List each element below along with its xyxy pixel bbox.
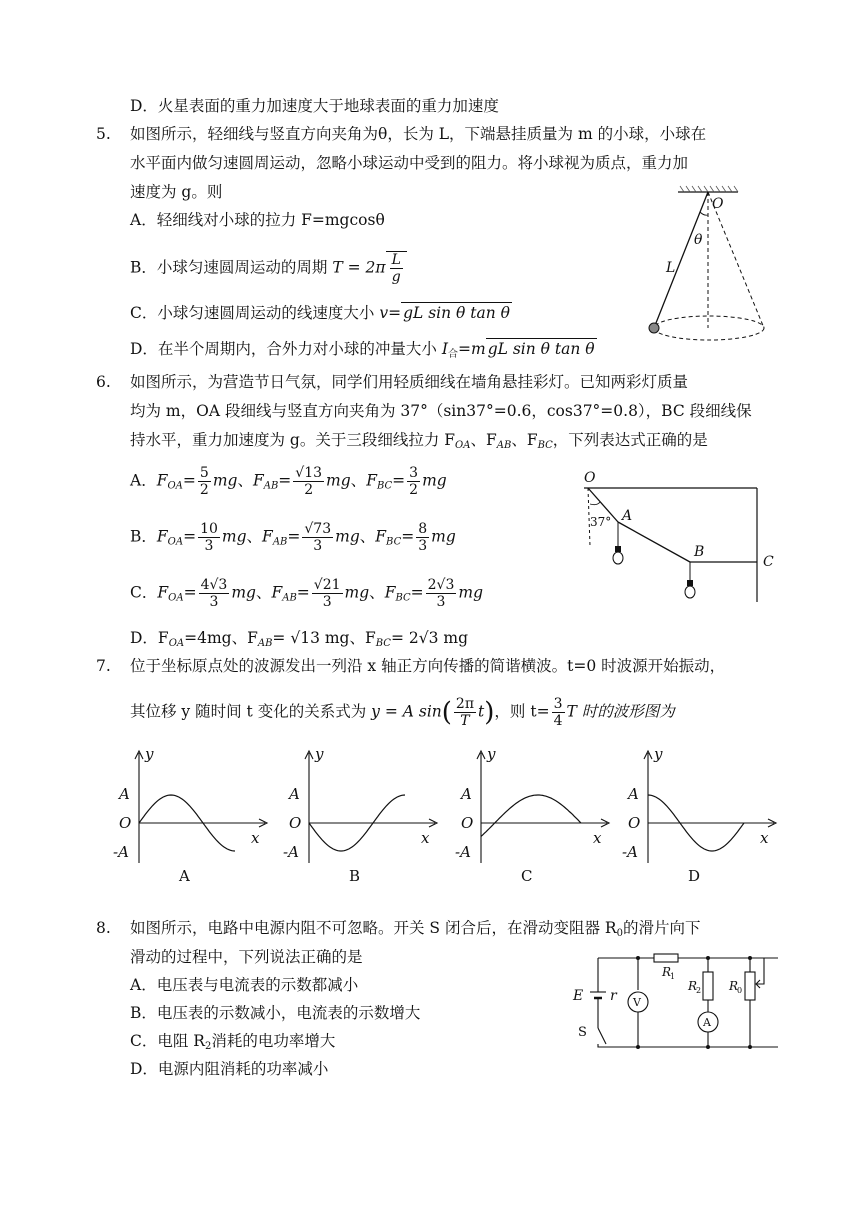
q6-f: F: [271, 583, 283, 602]
q7-number: 7.: [96, 657, 111, 675]
q8-fig-e: E: [573, 988, 584, 1004]
q6-frac-num: 10: [200, 521, 218, 537]
q5-option-d-sqrt: gL sin θ tan θ: [487, 340, 595, 358]
q8-stem1-end: 的滑片向下: [622, 919, 701, 937]
q6-frac-den: 3: [313, 538, 323, 554]
q7-stem2b: ，则 t=: [494, 702, 550, 721]
q6-sub-ab: AB: [282, 592, 297, 604]
neg-amplitude-label: -A: [455, 843, 471, 861]
q7-frac-den: T: [460, 713, 470, 729]
q6-frac-num: 8: [418, 521, 428, 537]
q6-f: F: [366, 471, 377, 490]
q5-option-d-math: I: [441, 340, 448, 358]
y-axis-label: y: [145, 745, 154, 763]
q6-optd-s1: OA: [168, 638, 185, 649]
q6-sep: 、: [350, 471, 367, 490]
origin-label: O: [289, 814, 302, 832]
q6-stem-line1: 如图所示，为营造节日气氛，同学们用轻质细线在墙角悬挂彩灯。已知两彩灯质量: [130, 373, 689, 391]
q6-fig-angle: 37°: [590, 515, 612, 529]
q6-option-label: B．: [130, 527, 157, 546]
y-axis-label: y: [654, 745, 663, 763]
q5-option-b-num: L: [391, 252, 401, 268]
q7-graph-d: [622, 745, 782, 885]
q6-sub-bc: BC: [386, 536, 402, 548]
q5-option-c-sqrt: gL sin θ tan θ: [403, 304, 510, 322]
q6-number: 6.: [96, 373, 111, 391]
q7-graph-b: [283, 745, 443, 885]
q8-stem-line2: 滑动的过程中，下列说法正确的是: [130, 948, 363, 966]
q6-option-label: C．: [130, 583, 158, 602]
q6-mg: mg: [431, 527, 456, 546]
q6-stem3-m2: 、F: [511, 431, 538, 449]
q6-option-d: [130, 628, 468, 654]
q6-f: F: [252, 471, 264, 490]
q6-mg: mg: [422, 471, 447, 490]
q6-stem3-sub3: BC: [537, 440, 553, 451]
q6-option-a: A．$F_{OA}=$ $\frac{5}{2}$ mg、$F_{AB}=$ $\frac{√13}{2}$ mg、$F_{BC}=$ $\frac{3}{2}$ mg: [130, 465, 447, 498]
q6-option-label: A．: [130, 471, 157, 490]
q8-option-d: D．电源内阻消耗的功率减小: [130, 1060, 329, 1078]
q6-frac-den: 2: [199, 482, 209, 498]
q6-fig-o: O: [584, 470, 596, 486]
q8-fig-r1-sub: 1: [670, 972, 676, 981]
q8-fig-r1: R: [662, 965, 672, 979]
q6-f: F: [262, 527, 273, 546]
graph-option-label: B: [349, 867, 361, 885]
q5-stem-line3: 速度为 g。则: [130, 183, 223, 201]
q6-sub-oa: OA: [167, 536, 184, 548]
q6-mg: mg: [326, 471, 351, 490]
origin-label: O: [119, 814, 132, 832]
origin-label: O: [461, 814, 474, 832]
neg-amplitude-label: -A: [622, 843, 638, 861]
q7-stem-line1: 位于坐标原点处的波源发出一列沿 x 轴正方向传播的简谐横波。t=0 时波源开始振动，: [130, 657, 726, 675]
q7-graph-a: [113, 745, 273, 885]
q6-mg: mg: [231, 583, 256, 602]
q5-fig-o: O: [712, 196, 724, 212]
q6-optd-a: D．F: [130, 629, 169, 647]
neg-amplitude-label: -A: [283, 843, 299, 861]
q5-stem-line2: 水平面内做匀速圆周运动，忽略小球运动中受到的阻力。将小球视为质点，重力加: [130, 154, 689, 172]
q6-f: F: [375, 527, 387, 546]
q8-fig-r: r: [610, 988, 617, 1004]
q6-stem-line2: 均为 m，OA 段细线与竖直方向夹角为 37°（sin37°=0.6，cos37°=0.8），BC 段细线保: [130, 402, 752, 420]
q6-frac-den: 3: [436, 594, 446, 610]
q6-stem3-a: 持水平，重力加速度为 g。关于三段细线拉力 F: [130, 431, 456, 449]
q6-frac-num: √21: [313, 577, 341, 593]
q6-stem3-sub1: OA: [455, 440, 471, 451]
amplitude-label: A: [461, 785, 472, 803]
y-axis-label: y: [487, 745, 496, 763]
q6-sub-ab: AB: [272, 536, 288, 548]
q5-option-b-text: B．小球匀速圆周运动的周期: [130, 258, 328, 277]
amplitude-label: A: [119, 785, 130, 803]
q8-fig-r2: R: [688, 979, 698, 993]
q6-mg: mg: [344, 583, 370, 602]
amplitude-label: A: [289, 785, 300, 803]
q6-mg: mg: [335, 527, 360, 546]
q6-optd-v3: = 2√3 mg: [390, 629, 468, 647]
x-axis-label: x: [251, 829, 260, 847]
q6-stem3-m1: 、F: [470, 431, 497, 449]
graph-option-label: C: [521, 867, 533, 885]
q6-frac-den: 3: [322, 594, 332, 610]
q5-option-d-sub: 合: [448, 349, 458, 360]
q6-frac-num: 2√3: [427, 577, 455, 593]
q8-optc-a: C．电阻 R: [130, 1032, 205, 1050]
q8-option-b: B．电压表的示数减小，电流表的示数增大: [130, 1004, 421, 1022]
q5-number: 5.: [96, 125, 111, 143]
q8-number: 8.: [96, 919, 111, 937]
q6-sub-bc: BC: [395, 592, 411, 604]
q6-sep: 、: [237, 471, 253, 490]
q6-optd-s3: BC: [375, 638, 391, 649]
q8-fig-s: S: [578, 1025, 587, 1040]
q8-stem1: 如图所示，电路中电源内阻不可忽略。开关 S 闭合后，在滑动变阻器 R: [130, 919, 617, 937]
q5-option-a: A．轻细线对小球的拉力 F=mgcosθ: [130, 211, 385, 229]
q7-stem2c: T 时的波形图为: [566, 702, 675, 721]
q6-optd-v1: =4mg、F: [184, 629, 258, 647]
q5-option-d-text: D．在半个周期内，合外力对小球的冲量大小: [130, 340, 437, 358]
q6-option-c: C．$F_{OA}=$ $\frac{4√3}{3}$ mg、$F_{AB}=$ $\frac{√21}{3}$ mg、$F_{BC}=$ $\frac{2√3}{3}$ mg: [130, 577, 484, 610]
q4-option-d: D．火星表面的重力加速度大于地球表面的重力加速度: [130, 97, 499, 115]
q7-frac-num: 2π: [455, 696, 475, 712]
q6-f: F: [156, 471, 168, 490]
q6-mg: mg: [221, 527, 247, 546]
q6-stem3-end: ，下列表达式正确的是: [552, 431, 708, 449]
q8-fig-r0: R: [729, 979, 739, 993]
q7-stem2-y: y = A sin: [371, 702, 442, 721]
q5-conical-pendulum-figure: [640, 186, 770, 356]
q6-sub-oa: OA: [167, 480, 183, 492]
q7-frac2-den: 4: [553, 713, 563, 729]
q5-option-d: [130, 338, 597, 365]
q6-mg: mg: [212, 471, 238, 490]
graph-option-label: D: [688, 867, 701, 885]
q8-optc-end: 消耗的电功率增大: [211, 1032, 336, 1050]
origin-label: O: [628, 814, 641, 832]
q6-fig-b: B: [694, 544, 705, 560]
q8-stem1-sub: 0: [616, 928, 623, 939]
q5-fig-theta: θ: [694, 232, 703, 248]
q7-stem2-t: t: [478, 702, 485, 721]
q5-option-b-math: T = 2π: [332, 258, 386, 277]
q8-fig-r2-sub: 2: [696, 986, 702, 995]
q6-mg: mg: [458, 583, 484, 602]
q8-fig-a: A: [703, 1016, 711, 1029]
q5-option-c: [130, 302, 512, 323]
q6-sep: 、: [246, 527, 263, 546]
q5-option-b: [130, 251, 407, 285]
q8-fig-r0-sub: 0: [737, 986, 743, 995]
x-axis-label: x: [760, 829, 769, 847]
q5-stem-line1: 如图所示，轻细线与竖直方向夹角为θ，长为 L，下端悬挂质量为 m 的小球，小球在: [130, 125, 707, 143]
q7-frac2-num: 3: [553, 696, 563, 712]
wave-curve: [481, 795, 581, 836]
q6-lantern-figure: [570, 470, 780, 605]
q6-frac-num: 4√3: [200, 577, 228, 593]
graph-option-label: A: [179, 867, 190, 885]
q6-sub-bc: BC: [376, 480, 393, 492]
y-axis-label: y: [315, 745, 324, 763]
q6-optd-s2: AB: [257, 638, 273, 649]
q5-option-d-eq: =m: [458, 340, 486, 358]
q5-option-b-den: g: [391, 269, 401, 285]
q6-frac-den: 3: [209, 594, 219, 610]
q6-sub-oa: OA: [168, 592, 184, 604]
q6-f: F: [156, 527, 168, 546]
neg-amplitude-label: -A: [113, 843, 129, 861]
q5-option-c-text: C．小球匀速圆周运动的线速度大小: [130, 304, 375, 322]
q7-stem-line2: 其位移 y 随时间 t 变化的关系式为 y = A sin( $\frac{2\pi}{T}$ t)，则 t= $\frac{3}{4}$ T 时的波形图为: [130, 696, 675, 729]
q6-f: F: [157, 583, 169, 602]
q6-fig-a: A: [622, 508, 633, 524]
x-axis-label: x: [421, 829, 430, 847]
q6-frac-den: 3: [418, 538, 428, 554]
q6-frac-den: 2: [304, 482, 314, 498]
q6-frac-num: 5: [199, 465, 209, 481]
q8-option-a: A．电压表与电流表的示数都减小: [130, 976, 359, 994]
q6-option-b: B．$F_{OA}=$ $\frac{10}{3}$ mg、$F_{AB}=$ $\frac{√73}{3}$ mg、$F_{BC}=$ $\frac{8}{3}$ mg: [130, 521, 456, 554]
q8-circuit-figure: [568, 950, 788, 1060]
q8-optc-sub: 2: [204, 1041, 212, 1052]
q6-optd-v2: = √13 mg、F: [272, 629, 376, 647]
q6-frac-num: √73: [304, 521, 332, 537]
q6-f: F: [384, 583, 396, 602]
q6-sep: 、: [255, 583, 272, 602]
q6-frac-den: 3: [204, 538, 214, 554]
q6-sep: 、: [359, 527, 376, 546]
q6-sub-ab: AB: [263, 480, 279, 492]
q6-frac-den: 2: [409, 482, 419, 498]
q8-stem-line1: [130, 918, 700, 944]
q6-stem3-sub2: AB: [496, 440, 512, 451]
q6-stem-line3: [130, 430, 708, 456]
q7-stem2a: 其位移 y 随时间 t 变化的关系式为: [130, 702, 367, 721]
q6-frac-num: √13: [295, 465, 323, 481]
q8-option-c: [130, 1031, 335, 1057]
x-axis-label: x: [593, 829, 602, 847]
q6-frac-num: 3: [409, 465, 419, 481]
q8-fig-v: V: [633, 996, 641, 1009]
q7-graph-c: [455, 745, 615, 885]
amplitude-label: A: [628, 785, 639, 803]
q6-sep: 、: [369, 583, 385, 602]
q6-fig-c: C: [763, 554, 774, 570]
q5-fig-l: L: [666, 260, 676, 276]
q5-option-c-math: v=: [379, 304, 402, 322]
